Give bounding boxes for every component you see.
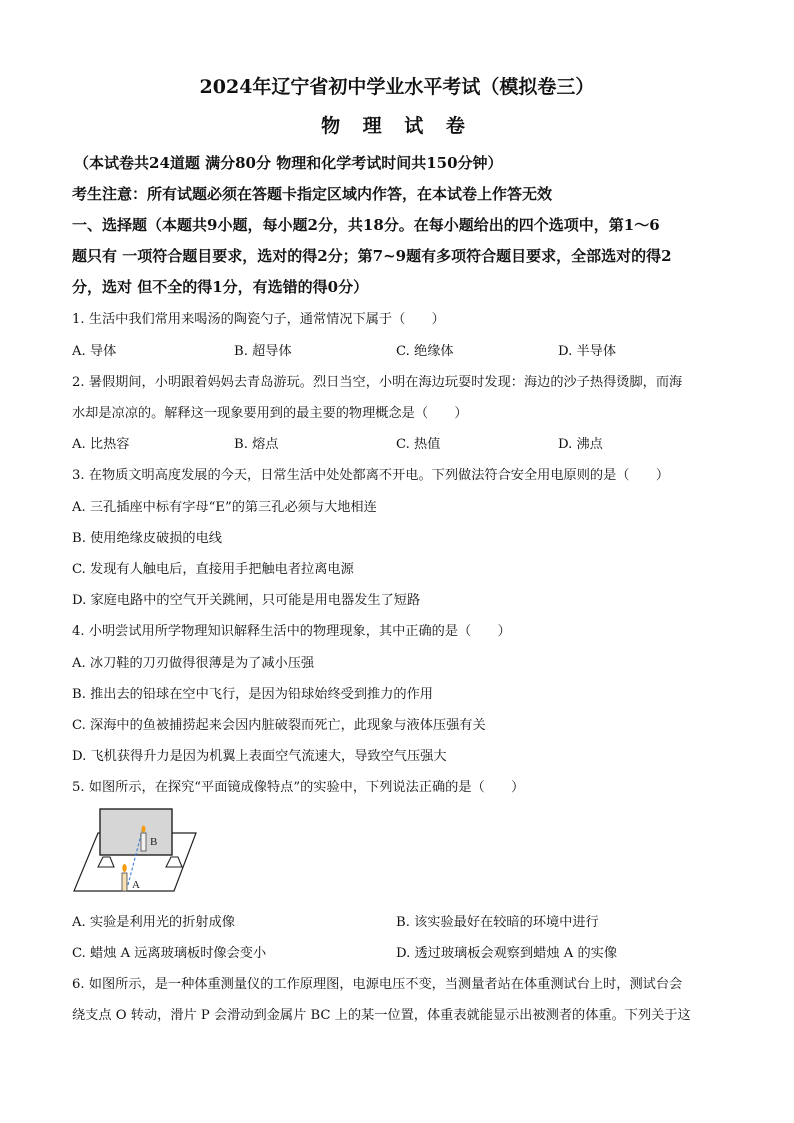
question-1-stem: 1. 生活中我们常用来喝汤的陶瓷勺子，通常情况下属于（ ） [72,312,445,327]
question-3-option-d: D. 家庭电路中的空气开关跳闸，只可能是用电器发生了短路 [72,593,421,608]
question-5-stem: 5. 如图所示，在探究“平面镜成像特点”的实验中，下列说法正确的是（ ） [72,780,525,795]
exam-meta: （本试卷共24道题 满分80分 物理和化学考试时间共150分钟） [74,154,503,172]
question-1-option-d: D. 半导体 [558,344,617,359]
question-2-option-c: C. 热值 [396,437,441,452]
question-3-option-a: A. 三孔插座中标有字母“E”的第三孔必须与大地相连 [72,500,377,515]
question-2-option-d: D. 沸点 [558,437,603,452]
question-1-option-c: C. 绝缘体 [396,344,454,359]
question-2-stem-line-1: 2. 暑假期间，小明跟着妈妈去青岛游玩。烈日当空，小明在海边玩耍时发现：海边的沙子热得烫脚，而海 [72,375,683,390]
question-3-stem: 3. 在物质文明高度发展的今天，日常生活中处处都离不开电。下列做法符合安全用电原则的是（ ） [72,468,670,483]
question-2-option-a: A. 比热容 [72,437,130,452]
section-heading-line-1: 一、选择题（本题共9小题，每小题2分，共18分。在每小题给出的四个选项中，第1～6 [72,216,660,234]
exam-title: 2024年辽宁省初中学业水平考试（模拟卷三） [199,76,595,98]
question-2-option-b: B. 熔点 [234,437,279,452]
question-4-stem: 4. 小明尝试用所学物理知识解释生活中的物理现象，其中正确的是（ ） [72,624,511,639]
question-3-option-b: B. 使用绝缘皮破损的电线 [72,531,222,546]
question-5-option-a: A. 实验是利用光的折射成像 [72,915,235,930]
section-heading-line-3: 分，选对 但不全的得1分，有选错的得0分） [72,278,369,296]
question-4-option-d: D. 飞机获得升力是因为机翼上表面空气流速大，导致空气压强大 [72,749,447,764]
question-6-stem-line-1: 6. 如图所示，是一种体重测量仪的工作原理图，电源电压不变，当测量者站在体重测试台上时，测试台会 [72,977,683,992]
section-heading-line-2: 题只有 一项符合题目要求，选对的得2分；第7~9题有多项符合题目要求，全部选对的得2 [72,247,672,265]
question-4-option-c: C. 深海中的鱼被捕捞起来会因内脏破裂而死亡，此现象与液体压强有关 [72,718,486,733]
question-1-option-a: A. 导体 [72,344,117,359]
exam-notice: 考生注意：所有试题必须在答题卡指定区域内作答，在本试卷上作答无效 [72,185,553,203]
plane-mirror-figure [70,805,200,893]
question-5-option-b: B. 该实验最好在较暗的环境中进行 [396,915,599,930]
question-4-option-a: A. 冰刀鞋的刀刃做得很薄是为了减小压强 [72,656,315,671]
question-2-stem-line-2: 水却是凉凉的。解释这一现象要用到的最主要的物理概念是（ ） [72,406,468,421]
question-6-stem-line-2: 绕支点 O 转动，滑片 P 会滑动到金属片 BC 上的某一位置，体重表就能显示出被测者的体重。下列关于这 [72,1008,691,1023]
question-5-option-c: C. 蜡烛 A 远离玻璃板时像会变小 [72,946,267,961]
question-4-option-b: B. 推出去的铅球在空中飞行，是因为铅球始终受到推力的作用 [72,687,433,702]
figure-label-b: B [150,836,158,848]
exam-subtitle: 物 理 试 卷 [321,115,473,137]
question-5-option-d: D. 透过玻璃板会观察到蜡烛 A 的实像 [396,946,618,961]
figure-label-a: A [132,879,140,891]
question-1-option-b: B. 超导体 [234,344,292,359]
question-3-option-c: C. 发现有人触电后，直接用手把触电者拉离电源 [72,562,354,577]
